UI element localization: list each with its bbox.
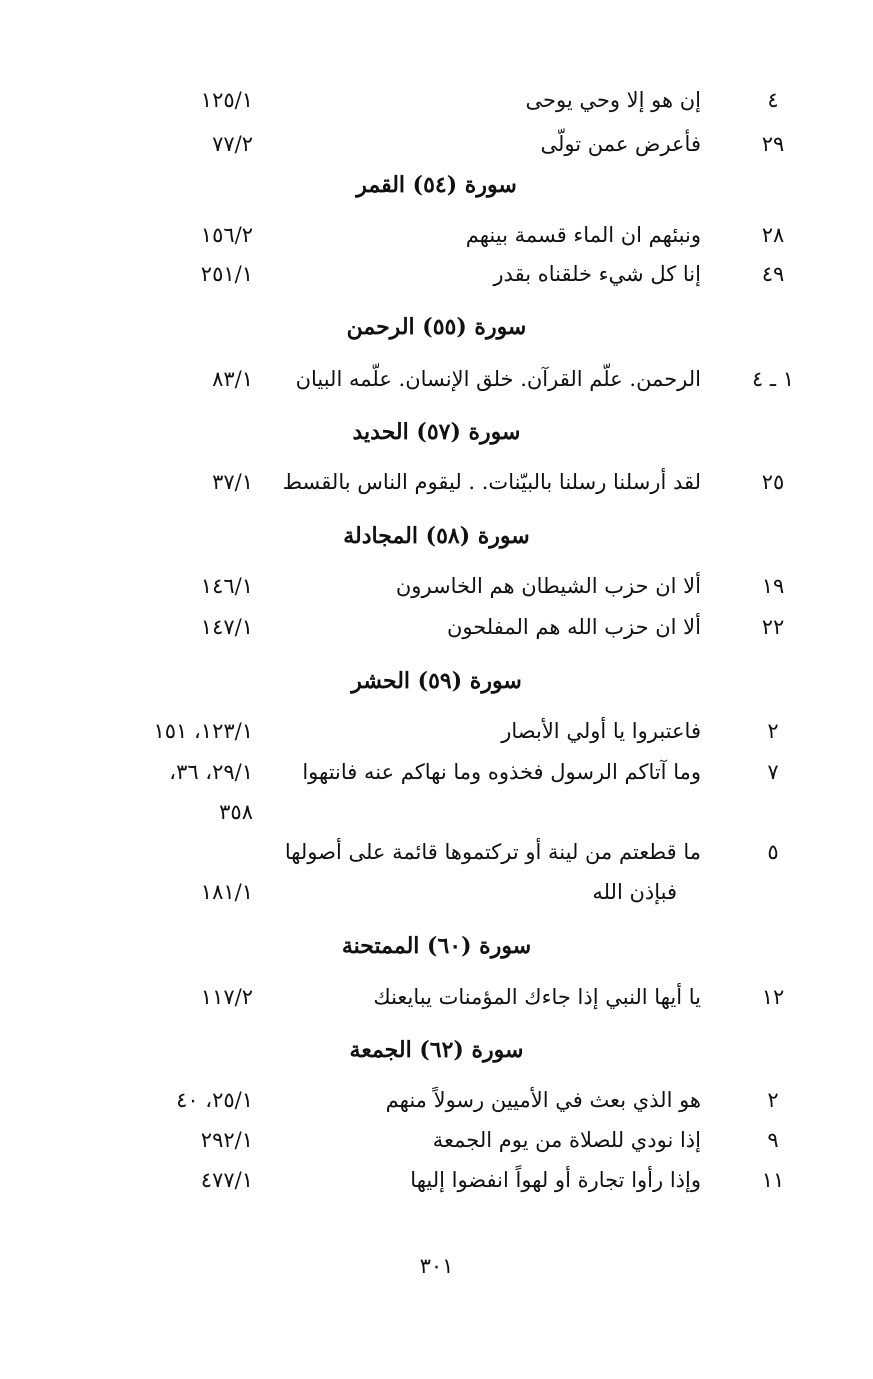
verse-text: فاعتبروا يا أولي الأبصار: [501, 719, 701, 743]
verse-number: ٢٥: [761, 470, 785, 494]
verse-number: ٩: [767, 1128, 779, 1152]
verse-number: ٢: [767, 1088, 779, 1112]
verse-text: يا أيها النبي إذا جاءك المؤمنات يبايعنك: [373, 985, 701, 1009]
index-row: [0, 124, 873, 164]
page-reference: ١١٧/٢: [200, 985, 253, 1009]
verse-number: ٢٢: [761, 615, 785, 639]
page-reference: ٧٧/٢: [212, 132, 253, 156]
verse-number: ١٩: [761, 574, 785, 598]
index-row: [0, 1120, 873, 1160]
index-row: [0, 607, 873, 647]
index-row: [0, 215, 873, 255]
index-row: [0, 832, 873, 872]
verse-text: ونبئهم ان الماء قسمة بينهم: [465, 223, 701, 247]
surah-heading: سورة (٥٨) المجادلة: [343, 523, 530, 549]
verse-number: ١ ـ ٤: [751, 367, 795, 391]
verse-text: وما آتاكم الرسول فخذوه وما نهاكم عنه فانتهوا: [302, 760, 701, 784]
index-row: [0, 1160, 873, 1200]
verse-number: ٧: [767, 760, 779, 784]
verse-number: ٤: [767, 88, 779, 112]
verse-number: ٤٩: [761, 262, 785, 286]
index-row: [0, 752, 873, 792]
surah-heading: سورة (٥٥) الرحمن: [346, 314, 527, 340]
surah-heading: سورة (٥٩) الحشر: [351, 668, 522, 694]
verse-number: ١٢: [761, 985, 785, 1009]
index-row: [0, 462, 873, 502]
verse-number: ٥: [767, 840, 779, 864]
verse-number: ١١: [761, 1168, 785, 1192]
page-reference: ٢٩/١، ٣٦،: [169, 760, 253, 784]
page-reference: ١٢٣/١، ١٥١: [153, 719, 253, 743]
verse-text: الرحمن. علّم القرآن. خلق الإنسان. علّمه البيان: [295, 367, 701, 391]
page-reference: ٢٥/١، ٤٠: [176, 1088, 253, 1112]
verse-text: وإذا رأوا تجارة أو لهواً انفضوا إليها: [410, 1168, 701, 1192]
surah-heading: سورة (٥٤) القمر: [356, 172, 517, 198]
page-reference: ١٤٧/١: [200, 615, 253, 639]
page-reference: ١٢٥/١: [200, 88, 253, 112]
verse-text: ألا ان حزب الله هم المفلحون: [446, 615, 701, 639]
page-reference: ١٨١/١: [200, 880, 253, 904]
surah-heading: سورة (٦٢) الجمعة: [349, 1037, 524, 1063]
verse-number: ٢٨: [761, 223, 785, 247]
page-reference-continuation: ٣٥٨: [219, 800, 253, 824]
page-number: ٣٠١: [419, 1254, 454, 1278]
index-row: [0, 977, 873, 1017]
verse-number: ٢٩: [761, 132, 785, 156]
index-row-continuation: [0, 792, 873, 832]
index-row: [0, 711, 873, 751]
surah-heading: سورة (٦٠) الممتحنة: [341, 933, 532, 959]
page-reference: ١٤٦/١: [200, 574, 253, 598]
surah-heading: سورة (٥٧) الحديد: [352, 419, 521, 445]
verse-number: ٢: [767, 719, 779, 743]
index-row: [0, 80, 873, 120]
index-row: [0, 359, 873, 399]
page-reference: ٣٧/١: [212, 470, 253, 494]
index-row: [0, 1080, 873, 1120]
page-reference: ٢٩٢/١: [200, 1128, 253, 1152]
verse-text: إن هو إلا وحي يوحى: [525, 88, 701, 112]
verse-text: ما قطعتم من لينة أو تركتموها قائمة على أصولها: [284, 840, 701, 864]
page-reference: ١٥٦/٢: [200, 223, 253, 247]
page-reference: ٤٧٧/١: [200, 1168, 253, 1192]
verse-text-continuation: فبإذن الله: [592, 880, 677, 904]
index-row: [0, 566, 873, 606]
index-row-continuation: [0, 872, 873, 912]
page-reference: ٢٥١/١: [200, 262, 253, 286]
verse-text: لقد أرسلنا رسلنا بالبيّنات. . ليقوم الناس بالقسط: [282, 470, 701, 494]
verse-text: ألا ان حزب الشيطان هم الخاسرون: [395, 574, 701, 598]
verse-text: إذا نودي للصلاة من يوم الجمعة: [432, 1128, 701, 1152]
verse-text: هو الذي بعث في الأميين رسولاً منهم: [385, 1088, 701, 1112]
verse-text: فأعرض عمن تولّى: [540, 132, 701, 156]
page-reference: ٨٣/١: [212, 367, 253, 391]
verse-text: إنا كل شيء خلقناه بقدر: [493, 262, 701, 286]
index-row: [0, 254, 873, 294]
